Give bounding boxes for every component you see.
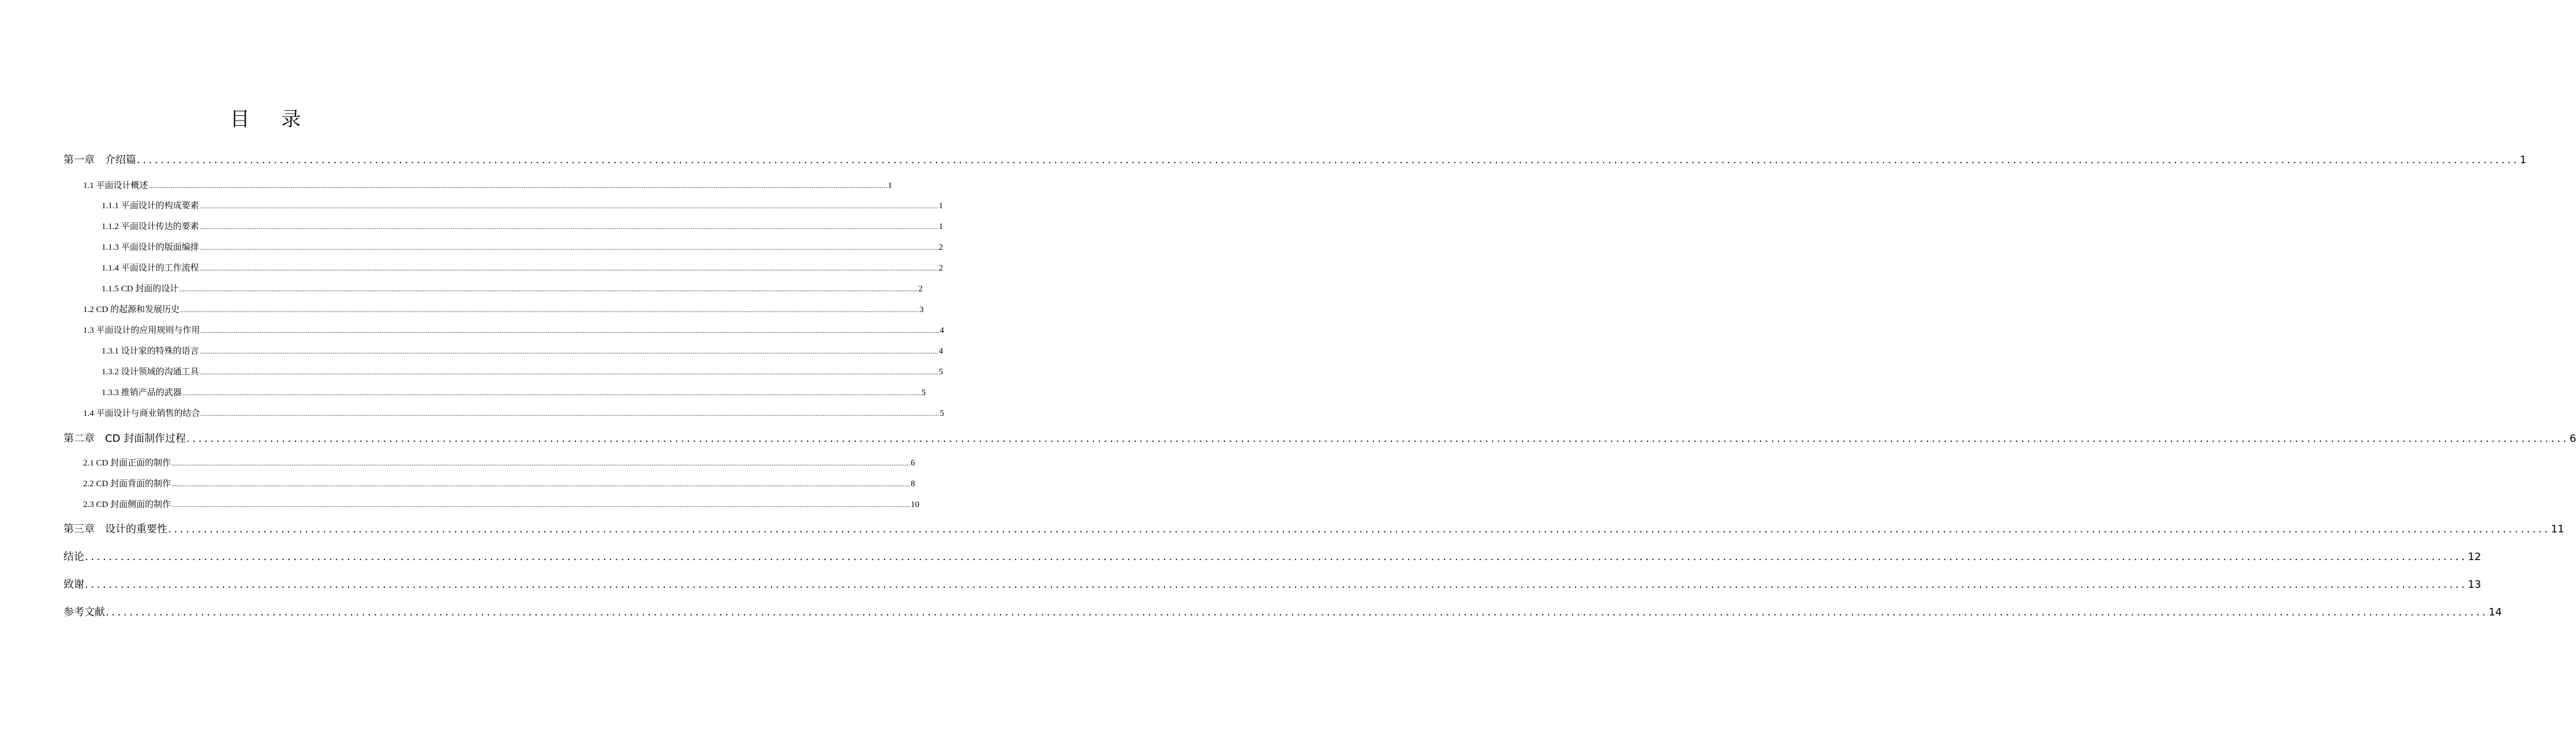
toc-entry-chapter-1[interactable] xyxy=(63,153,2527,168)
toc-entry-1-3-3[interactable] xyxy=(102,386,926,399)
toc-entry-2-1[interactable] xyxy=(83,457,915,470)
toc-entry-2-2[interactable] xyxy=(83,478,915,490)
dot-leader: ................................................................................................................................................................................................................................................................................................................................................................................................................ xyxy=(85,551,2468,563)
dot-leader: ................................................................................................................................................................................................................................................................................................................................................................................................................ xyxy=(200,410,939,418)
toc-entry-chapter-2[interactable] xyxy=(63,431,2576,446)
toc-entry-1-4[interactable] xyxy=(83,407,945,420)
dot-leader: ................................................................................................................................................................................................................................................................................................................................................................................................................ xyxy=(199,347,938,355)
page-title: 目 录 xyxy=(230,108,314,131)
toc-entry-label: 2.1 CD 封面正面的制作 xyxy=(83,459,171,468)
toc-entry-label: 1.4 平面设计与商业销售的结合 xyxy=(83,409,200,418)
dot-leader: ................................................................................................................................................................................................................................................................................................................................................................................................................ xyxy=(168,523,2551,535)
dot-leader: ................................................................................................................................................................................................................................................................................................................................................................................................................ xyxy=(200,326,939,335)
toc-entry-1-3-2[interactable] xyxy=(102,366,943,378)
toc-entry-label: 2.3 CD 封面侧面的制作 xyxy=(83,500,171,509)
toc-entry-label: 1.1.3 平面设计的版面编排 xyxy=(102,243,199,252)
toc-entry-chapter-3[interactable] xyxy=(63,522,2564,537)
dot-leader: ................................................................................................................................................................................................................................................................................................................................................................................................................ xyxy=(199,368,938,376)
dot-leader: ................................................................................................................................................................................................................................................................................................................................................................................................................ xyxy=(180,306,919,314)
toc-entry-page: 1 xyxy=(938,201,943,211)
toc-entry-label: 致谢 xyxy=(63,579,84,591)
toc-entry-1-1-5[interactable] xyxy=(102,283,923,295)
toc-entry-page: 2 xyxy=(938,264,943,273)
toc-entry-page: 6 xyxy=(2569,433,2576,445)
dot-leader: ................................................................................................................................................................................................................................................................................................................................................................................................................ xyxy=(171,501,911,509)
toc-entry-label: 第一章 介绍篇 xyxy=(63,154,136,166)
toc-entry-page: 4 xyxy=(939,326,945,335)
toc-entry-1-1-3[interactable] xyxy=(102,241,943,254)
toc-entry-page: 5 xyxy=(939,409,945,418)
toc-entry-label: 1.1.5 CD 封面的设计 xyxy=(102,284,179,294)
toc-entry-label: 1.3 平面设计的应用规则与作用 xyxy=(83,326,200,335)
toc-entry-page: 13 xyxy=(2468,579,2481,591)
toc-entry-page: 6 xyxy=(911,459,915,468)
toc-entry-page: 10 xyxy=(911,500,920,509)
toc-entry-label: 1.3.2 设计领域的沟通工具 xyxy=(102,367,199,377)
toc-entry-page: 2 xyxy=(938,243,943,252)
toc-entry-page: 1 xyxy=(938,222,943,231)
dot-leader: ................................................................................................................................................................................................................................................................................................................................................................................................................ xyxy=(199,264,938,272)
toc-entry-page: 5 xyxy=(921,388,926,397)
toc-entry-page: 1 xyxy=(888,181,893,190)
toc-entry-references[interactable] xyxy=(63,605,2502,620)
toc-entry-page: 1 xyxy=(2519,154,2527,166)
toc-entry-conclusion[interactable] xyxy=(63,550,2481,565)
toc-entry-label: 1.1.2 平面设计传达的要素 xyxy=(102,222,199,231)
toc-entry-1-3[interactable] xyxy=(83,324,945,337)
toc-entry-acknowledgements[interactable] xyxy=(63,577,2481,592)
toc-entry-1-1[interactable] xyxy=(83,179,893,192)
dot-leader: ................................................................................................................................................................................................................................................................................................................................................................................................................ xyxy=(137,154,2519,166)
toc-entry-1-3-1[interactable] xyxy=(102,345,943,358)
toc-entry-page: 4 xyxy=(938,347,943,356)
dot-leader: ................................................................................................................................................................................................................................................................................................................................................................................................................ xyxy=(85,579,2468,591)
toc-entry-page: 2 xyxy=(918,284,923,294)
toc-entry-label: 1.3.1 设计家的特殊的语言 xyxy=(102,347,199,356)
toc-entry-page: 5 xyxy=(938,367,943,377)
dot-leader: ................................................................................................................................................................................................................................................................................................................................................................................................................ xyxy=(186,433,2569,445)
dot-leader: ................................................................................................................................................................................................................................................................................................................................................................................................................ xyxy=(182,389,921,397)
toc-entry-1-2[interactable] xyxy=(83,303,924,316)
toc-entry-label: 参考文献 xyxy=(63,606,105,618)
toc-entry-1-1-2[interactable] xyxy=(102,220,943,233)
toc-entry-label: 结论 xyxy=(63,551,84,563)
toc-entry-label: 1.1 平面设计概述 xyxy=(83,181,148,190)
toc-entry-label: 第三章 设计的重要性 xyxy=(63,523,167,535)
toc-entry-label: 1.3.3 推销产品的武器 xyxy=(102,388,182,397)
toc-entry-page: 11 xyxy=(2551,523,2564,535)
toc-entry-label: 1.2 CD 的起源和发展历史 xyxy=(83,305,180,314)
dot-leader: ................................................................................................................................................................................................................................................................................................................................................................................................................ xyxy=(179,285,918,293)
toc-entry-label: 1.1.1 平面设计的构成要素 xyxy=(102,201,199,211)
toc-entry-page: 8 xyxy=(911,479,915,489)
dot-leader: ................................................................................................................................................................................................................................................................................................................................................................................................................ xyxy=(199,223,938,231)
dot-leader: ................................................................................................................................................................................................................................................................................................................................................................................................................ xyxy=(171,459,911,467)
toc-entry-page: 12 xyxy=(2468,551,2481,563)
dot-leader: ................................................................................................................................................................................................................................................................................................................................................................................................................ xyxy=(199,243,938,251)
dot-leader: ................................................................................................................................................................................................................................................................................................................................................................................................................ xyxy=(199,202,938,210)
dot-leader: ................................................................................................................................................................................................................................................................................................................................................................................................................ xyxy=(148,182,888,190)
toc-entry-label: 第二章 CD 封面制作过程 xyxy=(63,433,186,445)
toc-entry-1-1-4[interactable] xyxy=(102,262,943,275)
toc-entry-page: 3 xyxy=(919,305,924,314)
toc-entry-label: 2.2 CD 封面背面的制作 xyxy=(83,479,171,489)
toc-entry-label: 1.1.4 平面设计的工作流程 xyxy=(102,264,199,273)
toc-entry-page: 14 xyxy=(2488,606,2502,618)
dot-leader: ................................................................................................................................................................................................................................................................................................................................................................................................................ xyxy=(171,480,911,488)
dot-leader: ................................................................................................................................................................................................................................................................................................................................................................................................................ xyxy=(106,606,2488,618)
toc-entry-2-3[interactable] xyxy=(83,498,920,511)
toc-entry-1-1-1[interactable] xyxy=(102,200,943,212)
